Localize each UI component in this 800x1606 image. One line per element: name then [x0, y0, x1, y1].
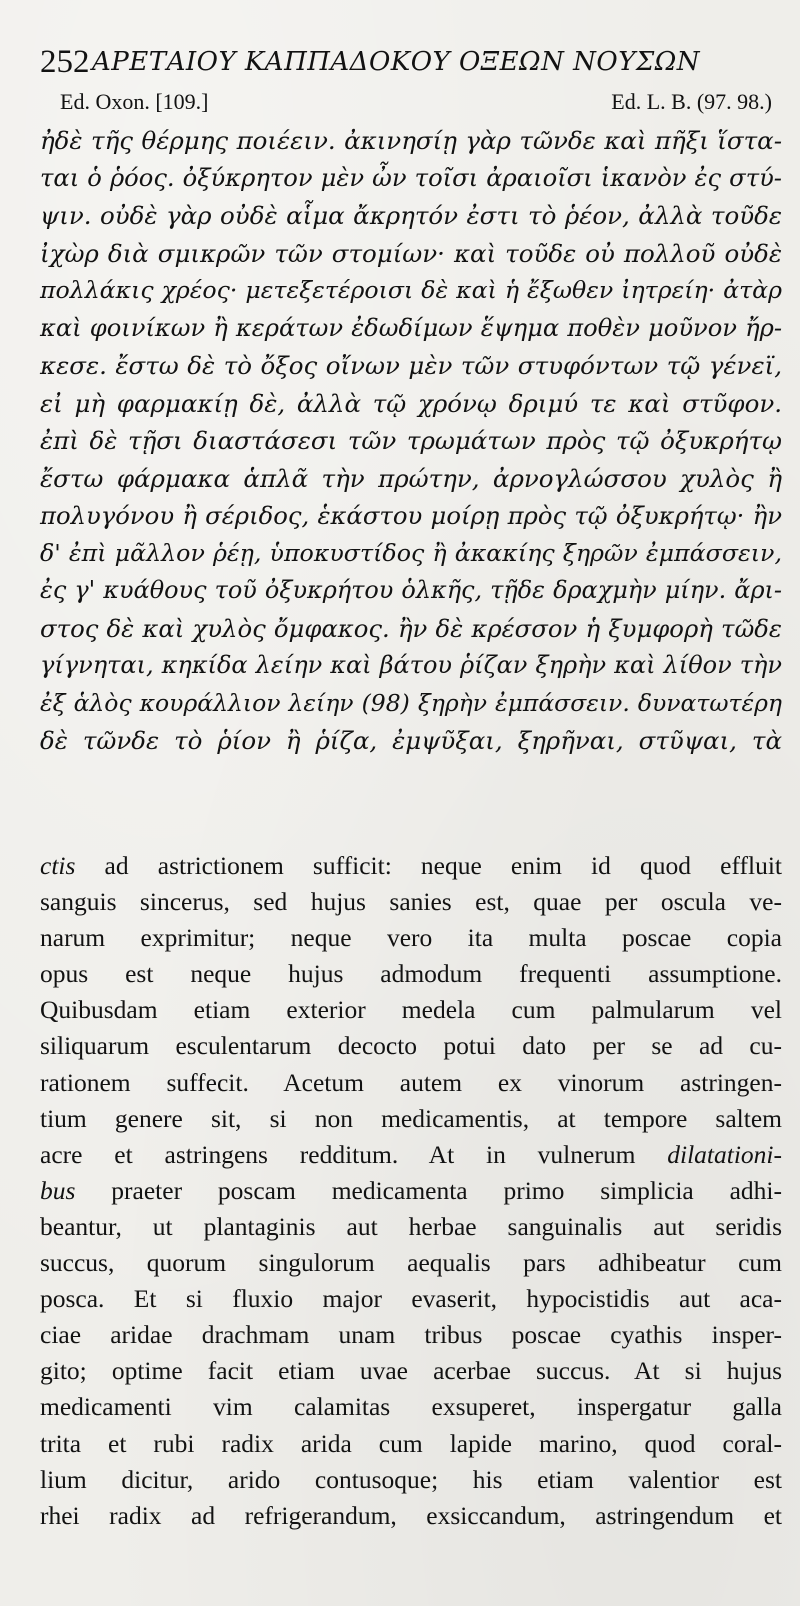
italic-word: ctis	[40, 851, 76, 880]
latin-text-segment: lium dicitur, arido contusoque; his etiam valentior est	[40, 1464, 782, 1494]
latin-text-line	[40, 920, 782, 956]
greek-text-line: ἐς γ' κυάθους τοῦ ὀξυκρήτου ὁλκῆς, τῇδε δραχμὴν μίην. ἄρι-	[40, 576, 782, 604]
greek-text-line: πολυγόνου ἢ σέριδος, ἑκάστου μοίρῃ πρὸς τῷ ὀξυκρήτῳ· ἢν	[40, 501, 782, 530]
edition-lb-reference: Ed. L. B. (97. 98.)	[611, 89, 772, 114]
latin-text-segment: acre et astringens redditum. At in vulnerum	[40, 1139, 668, 1169]
greek-text-line: εἰ μὴ φαρμακίῃ δὲ, ἀλλὰ τῷ χρόνῳ δριμύ τε καὶ στῦφον.	[40, 388, 782, 418]
latin-text-line	[40, 1317, 782, 1353]
latin-text-segment: narum exprimitur; neque vero ita multa poscae copia	[40, 923, 782, 953]
greek-text-line: δὲ τῶνδε τὸ ῥίον ἢ ῥίζα, ἐμψῦξαι, ξηρῆναι, στῦψαι, τὰ	[40, 726, 782, 755]
latin-text-line	[40, 1353, 782, 1389]
latin-text-segment: praeter poscam medicamenta primo simplicia adhi-	[75, 1175, 782, 1205]
greek-text-line: ται ὁ ῥόος. ὀξύκρητον μὲν ὦν τοῖσι ἀραιοῖσι ἱκανὸν ἐς στύ-	[40, 163, 782, 192]
latin-text-segment: beantur, ut plantaginis aut herbae sanguinalis aut seridis	[40, 1211, 782, 1241]
greek-text-line: ψιν. οὐδὲ γὰρ οὐδὲ αἷμα ἄκρητόν ἐστι τὸ ῥέον, ἀλλὰ τοῦδε	[40, 201, 782, 230]
greek-text-line: στος δὲ καὶ χυλὸς ὄμφακος. ἢν δὲ κρέσσον ἡ ξυμφορὴ τῶδε	[40, 613, 782, 643]
latin-text-segment: posca. Et si fluxio major evaserit, hypocistidis aut aca-	[40, 1284, 782, 1314]
latin-text-segment: rationem suffecit. Acetum autem ex vinorum astringen-	[40, 1067, 782, 1097]
latin-text-line	[40, 1462, 782, 1498]
latin-text-segment: ciae aridae drachmam unam tribus poscae cyathis insper-	[40, 1320, 782, 1350]
latin-text-line	[40, 1389, 782, 1425]
greek-text-line: ἠδὲ τῆς θέρμης ποιέειν. ἀκινησίῃ γὰρ τῶνδε καὶ πῆξι ἵστα-	[40, 126, 782, 155]
italic-word: dilatationi-	[667, 1139, 782, 1169]
latin-text-segment: succus, quorum singulorum aequalis pars adhibeatur cum	[40, 1248, 782, 1278]
greek-text-line: πολλάκις χρέος· μετεξετέροισι δὲ καὶ ἡ ἔξωθεν ἰητρείη· ἀτὰρ	[40, 276, 782, 304]
latin-text-segment: gito; optime facit etiam uvae acerbae succus. At si hujus	[40, 1356, 782, 1386]
greek-text-line: γίγνηται, κηκίδα λείην καὶ βάτου ῥίζαν ξηρὴν καὶ λίθον τὴν	[40, 651, 782, 679]
greek-text-line: καὶ φοινίκων ἢ κεράτων ἐδωδίμων ἕψημα ποθὲν μοῦνον ἤρ-	[40, 313, 782, 342]
latin-text-line	[40, 1281, 782, 1317]
latin-text-line	[40, 1028, 782, 1064]
greek-text-block	[40, 122, 782, 760]
latin-text-line	[40, 1137, 782, 1173]
latin-text-line	[40, 848, 782, 884]
latin-text-segment: sanguis sincerus, sed hujus sanies est, quae per oscula ve-	[40, 887, 782, 917]
greek-text-line: ἐπὶ δὲ τῇσι διαστάσεσι τῶν τρωμάτων πρὸς τῷ ὀξυκρήτῳ	[40, 426, 782, 455]
latin-text-line	[40, 884, 782, 920]
latin-text-line	[40, 1209, 782, 1245]
edition-references	[60, 88, 772, 118]
latin-text-line	[40, 1101, 782, 1137]
italic-word: bus	[40, 1175, 76, 1205]
latin-text-line	[40, 1173, 782, 1209]
latin-text-line	[40, 992, 782, 1028]
latin-text-segment: Quibusdam etiam exterior medela cum palmularum vel	[40, 995, 782, 1025]
greek-text-line: ἐξ ἁλὸς κουράλλιον λείην (98) ξηρὴν ἐμπάσσειν. δυνατωτέρη	[40, 688, 782, 717]
latin-text-segment: ad astrictionem sufficit: neque enim id quod effluit	[75, 851, 782, 880]
latin-text-line	[40, 1498, 782, 1534]
greek-text-line: δ' ἐπὶ μᾶλλον ῥέῃ, ὑποκυστίδος ἢ ἀκακίης ξηρῶν ἐμπάσσειν,	[40, 538, 782, 567]
edition-oxon-reference: Ed. Oxon. [109.]	[60, 89, 209, 114]
latin-text-line	[40, 1065, 782, 1101]
page-number: 252	[40, 44, 90, 80]
greek-text-line: ἰχὼρ διὰ σμικρῶν τῶν στομίων· καὶ τοῦδε οὐ πολλοῦ οὐδὲ	[40, 238, 782, 268]
latin-text-segment: siliquarum esculentarum decocto potui dato per se ad cu-	[40, 1031, 782, 1061]
running-title: ΑΡΕΤΑΙΟΥ ΚΑΠΠΑΔΟΚΟΥ ΟΞΕΩΝ ΝΟΥΣΩΝ	[92, 47, 701, 77]
greek-text-line: κεσε. ἔστω δὲ τὸ ὄξος οἴνων μὲν τῶν στυφόντων τῷ γένεϊ,	[40, 351, 782, 380]
latin-text-line	[40, 1426, 782, 1462]
latin-text-segment: rhei radix ad refrigerandum, exsiccandum, astringendum et	[40, 1500, 782, 1530]
page-header	[40, 38, 780, 82]
greek-text-line: ἔστω φάρμακα ἁπλᾶ τὴν πρώτην, ἀρνογλώσσου χυλὸς ἢ	[40, 463, 782, 493]
latin-text-segment: tium genere sit, si non medicamentis, at tempore saltem	[40, 1103, 782, 1133]
latin-text-segment: opus est neque hujus admodum frequenti assumptione.	[40, 959, 782, 989]
latin-text-segment: medicamenti vim calamitas exsuperet, inspergatur galla	[40, 1392, 782, 1422]
latin-translation-block	[40, 848, 782, 1534]
latin-text-line	[40, 956, 782, 992]
latin-text-segment: trita et rubi radix arida cum lapide marino, quod coral-	[40, 1428, 782, 1458]
latin-text-line	[40, 1245, 782, 1281]
